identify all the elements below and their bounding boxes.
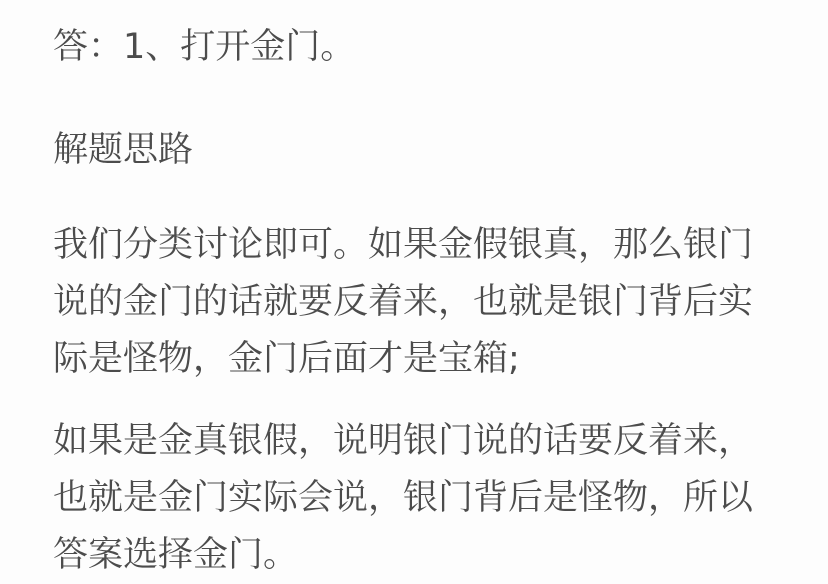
explanation-paragraph-1: [53, 217, 788, 388]
text-line: 我们分类讨论即可。如果金假银真，那么银门: [53, 225, 754, 265]
text-line: 际是怪物，金门后面才是宝箱;: [53, 339, 520, 379]
text-line: 如果是金真银假，说明银门说的话要反着来，: [53, 421, 754, 461]
explanation-paragraph-2: [53, 413, 788, 584]
text-line: 也就是金门实际会说，银门背后是怪物，所以: [53, 478, 754, 518]
text-line: 答案选择金门。: [53, 535, 299, 575]
section-title-explanation: 解题思路: [53, 130, 194, 170]
text-line: 说的金门的话就要反着来，也就是银门背后实: [53, 282, 754, 322]
answer-text: 答：1、打开金门。: [53, 27, 356, 67]
